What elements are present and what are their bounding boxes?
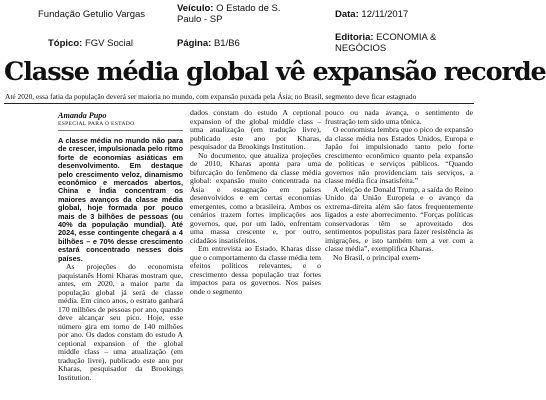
- article-paragraph: No Brasil, o principal exem-: [333, 252, 421, 262]
- vehicle-field: [177, 3, 297, 25]
- date-field: [335, 9, 408, 20]
- article-lead: A classe média no mundo não para de crescer, impulsionada pelo ritmo forte de economias asiáticas em desenvolvimento. Em destaque pelo crescimento veloz, dinamismo econômico e mercados abertos, China e Índia concentram os maiores avanços da classe média global, hoje formada por pouco mais de 3 bilhões de pessoas (ou 40% da população mundial). Até 2024, esse contingente chegará a 4 bilhões – e 70% desse crescimento estará concentrado nesses dois países.: [58, 136, 183, 263]
- page-label: Página:: [177, 38, 212, 49]
- vehicle-value: O Estado de S. Paulo - SP: [177, 3, 281, 25]
- article-subhead: Até 2020, essa fatia da população deverá ser maioria no mundo, com expansão puxada pela Ásia; no Brasil, segmento deve ficar estagnado: [5, 92, 417, 101]
- article-paragraph: Em entrevista ao Estado, Kharas disse que o comportamento da classe média tem efeitos políticos relevantes, e o crescimento dessa população traz fortes impactos para os governos. Nos países onde o segmento: [190, 244, 321, 296]
- topic-value: FGV Social: [84, 38, 133, 49]
- article-paragraph: No documento, que atualiza projeções de 2010, Kharas aponta para uma bifurcação do fenômeno da classe média global: expansão muito concentrada na Ásia e estagnação em países desenvolvidos e em certas economias emergentes, como a brasileira. Ambos os cenários trazem fortes implicações aos governos, que, por um lado, enfrentam uma massa crescente e, por outro, cidadãos insatisfeitos.: [190, 150, 321, 245]
- article-paragraph: pouco ou nada avança, o sentimento de frustração tem sido uma tônica.: [325, 108, 473, 126]
- article-paragraph: dados constam do estudo A ceptional expansion of the global middle class – uma atualização (em tradução livre), publicado este ano por Kharas, pesquisador da Brookings Institution.: [190, 108, 321, 151]
- article-paragraph: As projeções do economista paquistanês Homi Kharas mostram que, antes, em 2020, a maior parte da população global já será de classe média. Em cinco anos, o estrato ganhará 170 milhões de pessoas por ano, quando deve alcançar seu pico. Hoje, esse número gira em torno de 140 milhões por ano. Os dados constam do estudo A ceptional expansion of the global middle class – uma atualização (em tradução livre), publicado este ano por Kharas, pesquisador da Brookings Institution.: [58, 262, 183, 382]
- article-headline: Classe média global vê expansão recorde: [4, 57, 546, 87]
- topic-label: Tópico:: [48, 38, 83, 49]
- source-name: Fundação Getulio Vargas: [38, 9, 146, 20]
- article-byline: Amanda Pupo: [58, 111, 107, 120]
- clipping-header: [0, 0, 477, 55]
- article-paragraph: O economista lembra que o pico de expansão da classe média nos Estados Unidos, Europa e Japão foi impulsionado tanto pelo forte crescimento econômico quanto pela expansão de políticas e serviços públicos. “Quando governos não providenciam tais serviços, a classe média fica insatisfeita.”: [325, 125, 473, 185]
- section-value: ECONOMIA & NEGÓCIOS: [335, 32, 437, 54]
- section-label: Editoria:: [335, 32, 374, 43]
- section-field: [335, 32, 475, 54]
- headline-divider: [4, 103, 474, 104]
- vehicle-label: Veículo:: [177, 3, 214, 14]
- article-column-3: [325, 109, 473, 262]
- topic-field: [48, 38, 133, 49]
- date-label: Data:: [335, 9, 359, 20]
- page-value: B1/B6: [213, 38, 240, 49]
- date-value: 12/11/2017: [361, 9, 409, 20]
- article-paragraph: A eleição de Donald Trump, a saída do Reino Unido da União Europeia e o avanço da extrema-direita além são fatos frequentemente ligados a este aborrecimento. “Forças políticas conservadoras têm se aproveitado dos sentimentos populistas para fazer resistência às imigrações, e isto também tem a ver com a classe média”, exemplifica Kharas.: [325, 184, 473, 253]
- article-column-1: [58, 137, 183, 382]
- page-field: [177, 38, 240, 49]
- byline-credit: ESPECIAL PARA O ESTADO: [58, 121, 135, 127]
- article-column-2: [190, 109, 321, 296]
- byline-divider: [58, 130, 183, 131]
